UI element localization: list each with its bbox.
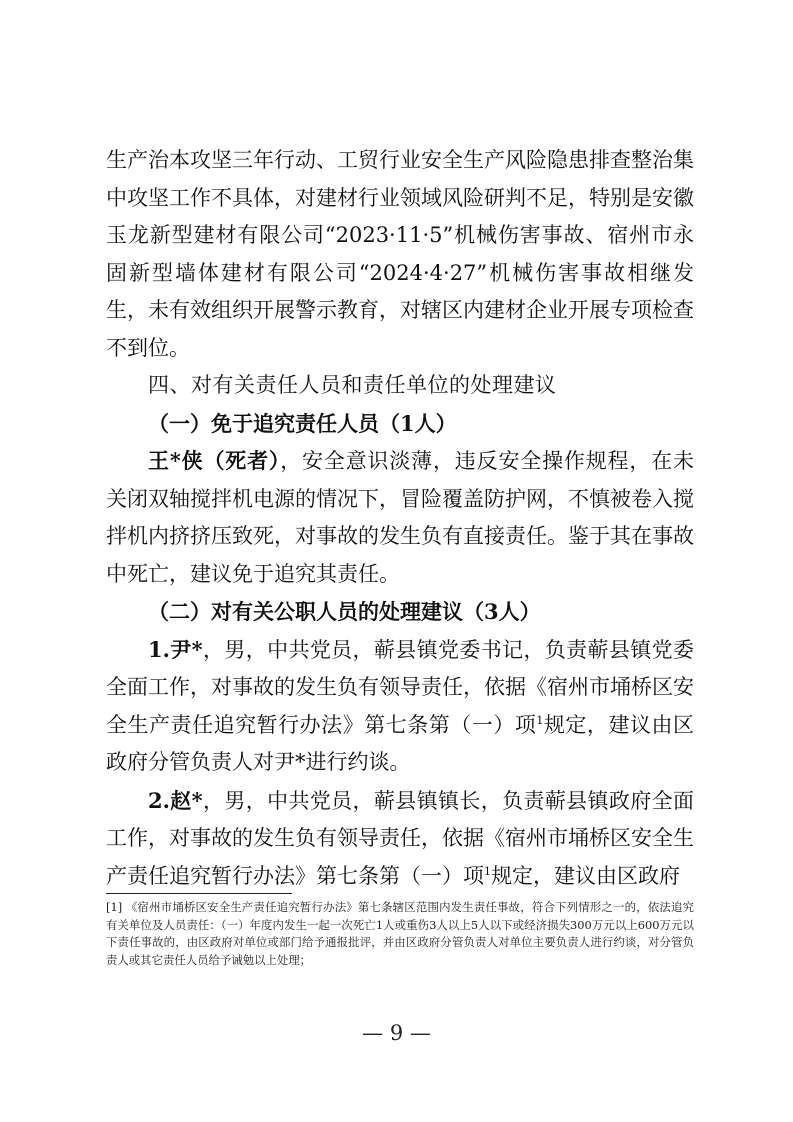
footnote-divider xyxy=(106,893,292,894)
footnote: [1] 《宿州市埇桥区安全生产责任追究暂行办法》第七条辖区范围内发生责任事故，符合下列情形之一的，依法追究有关单位及人员责任：（一）年度内发生一起一次死亡1人或重伤3人以上5人以下或经济损失300万元以上600万元以下责任事故的，由区政府对单位或部门给予通报批评，并由区政府分管负责人对单位主要负责人进行约谈，对分管负责人或其它责任人员给予诫勉以上处理； xyxy=(106,900,694,967)
person-text-zhao-b: 规定，建议由区政府 xyxy=(491,863,680,888)
page-number: — 9 — xyxy=(362,1021,431,1045)
section-heading: 四、对有关责任人员和责任单位的处理建议 xyxy=(148,373,557,397)
person-name-yin: 1.尹* xyxy=(148,636,203,662)
paragraph-zhao xyxy=(106,782,694,896)
footnote-ref-yin[interactable]: 1 xyxy=(536,713,544,727)
person-text-yin-b: 规定，建议由区政府分管负责人对尹*进行约谈。 xyxy=(106,712,695,774)
paragraph-yin xyxy=(106,631,694,782)
document-body xyxy=(106,142,694,895)
footnote-ref-zhao[interactable]: 1 xyxy=(484,864,491,878)
person-name-wang: 王*侠（死者） xyxy=(148,448,281,473)
person-name-zhao: 2.赵* xyxy=(148,787,203,813)
paragraph-continuation: 生产治本攻坚三年行动、工贸行业安全生产风险隐患排查整治集中攻坚工作不具体，对建材行业领域风险研判不足，特别是安徽玉龙新型建材有限公司“2023·11·5”机械伤害事故、宿州市永固新型墙体建材有限公司“2024·4·27”机械伤害事故相继发生，未有效组织开展警示教育，对辖区内建材企业开展专项检查不到位。 xyxy=(106,148,694,360)
paragraph-wang xyxy=(106,442,694,593)
subsection-heading-officials: （二）对有关公职人员的处理建议（3人） xyxy=(148,599,541,624)
subsection-heading-exempt: （一）免于追究责任人员（1人） xyxy=(148,410,457,436)
person-text-wang: ，安全意识淡薄，违反安全操作规程，在未关闭双轴搅拌机电源的情况下，冒险覆盖防护网，不慎被卷入搅拌机内挤挤压致死，对事故的发生负有直接责任。鉴于其在事故中死亡，建议免于追究其责任。 xyxy=(106,449,695,586)
person-text-yin-a: ，男，中共党员，蕲县镇党委书记，负责蕲县镇党委全面工作，对事故的发生负有领导责任，依据《宿州市埇桥区安全生产责任追究暂行办法》第七条第（一）项 xyxy=(106,637,695,737)
person-text-zhao-a: ，男，中共党员，蕲县镇镇长，负责蕲县镇政府全面工作，对事故的发生负有领导责任，依据《宿州市埇桥区安全生产责任追究暂行办法》第七条第（一）项 xyxy=(106,788,695,888)
